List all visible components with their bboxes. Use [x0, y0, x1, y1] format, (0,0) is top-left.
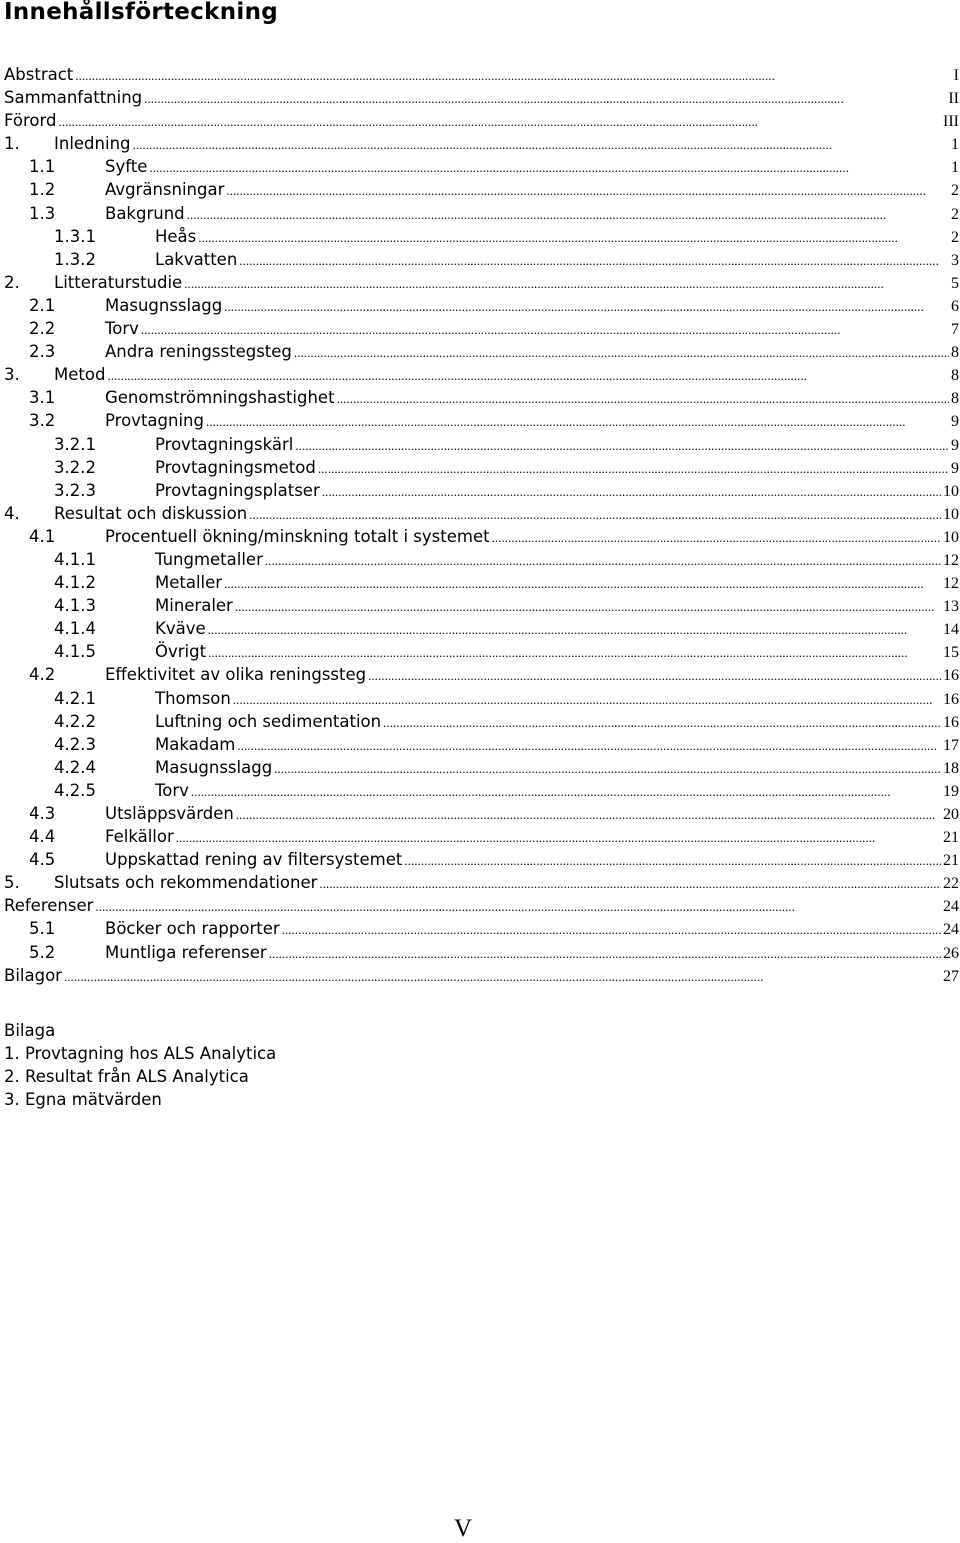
dot-leader: [239, 249, 949, 272]
toc-entry-label: Torv: [105, 319, 139, 339]
toc-entry[interactable]: [4, 894, 959, 917]
toc-entry-label: Heås: [155, 226, 197, 246]
dot-leader: [404, 849, 941, 872]
toc-entry[interactable]: [4, 479, 959, 502]
toc-entry-page: 5: [951, 274, 959, 292]
toc-entry-number: 3.: [4, 365, 20, 385]
toc-entry-page: 13: [943, 598, 959, 616]
toc-entry-page: 9: [951, 459, 959, 477]
toc-entry[interactable]: [4, 294, 959, 317]
toc-entry-page: 14: [943, 621, 959, 639]
dot-leader: [237, 734, 941, 757]
appendix-list: [4, 1019, 276, 1111]
toc-entry[interactable]: [4, 202, 959, 225]
toc-entry-number: 2.2: [29, 319, 56, 339]
toc-entry[interactable]: [4, 271, 959, 294]
dot-leader: [322, 480, 941, 503]
toc-entry-number: 4.5: [29, 850, 56, 870]
toc-entry-number: 4.2.3: [54, 734, 96, 754]
toc-entry-label: Procentuell ökning/minskning totalt i systemet: [105, 526, 490, 546]
dot-leader: [149, 156, 949, 179]
toc-entry-page: 24: [943, 921, 959, 939]
toc-entry[interactable]: [4, 386, 959, 409]
toc-entry[interactable]: [4, 733, 959, 756]
dot-leader: [208, 618, 941, 641]
toc-entry-number: 4.1.1: [54, 549, 96, 569]
toc-entry-number: 4.4: [29, 827, 56, 847]
toc-entry-page: 3: [951, 251, 959, 269]
dot-leader: [58, 110, 941, 133]
toc-entry-label: Syfte: [105, 157, 148, 177]
toc-entry-label: Referenser: [4, 896, 94, 916]
toc-entry-label: Bakgrund: [105, 203, 185, 223]
toc-entry-page: 8: [951, 390, 959, 408]
toc-entry-label: Luftning och sedimentation: [155, 711, 382, 731]
toc-entry-number: 4.2.2: [54, 711, 96, 731]
toc-entry-number: 4.1: [29, 526, 56, 546]
toc-entry-number: 2.1: [29, 295, 56, 315]
toc-entry[interactable]: [4, 225, 959, 248]
toc-entry[interactable]: [4, 340, 959, 363]
toc-entry[interactable]: [4, 155, 959, 178]
toc-entry[interactable]: [4, 502, 959, 525]
toc-entry-label: Utsläppsvärden: [105, 804, 234, 823]
toc-entry-label: Metod: [54, 365, 106, 385]
toc-entry-page: 1: [951, 159, 959, 177]
page-title: Innehållsförteckning: [4, 0, 279, 25]
dot-leader: [184, 272, 949, 295]
toc-entry-label: Muntliga referenser: [105, 942, 267, 962]
dot-leader: [198, 226, 949, 249]
toc-entry-page: 9: [951, 413, 959, 431]
toc-entry-page: 12: [943, 575, 959, 593]
toc-entry-label: Makadam: [155, 734, 236, 754]
toc-entry-number: 3.2.2: [54, 457, 96, 477]
toc-entry-label: Provtagningsplatser: [155, 480, 320, 500]
dot-leader: [144, 87, 946, 110]
dot-leader: [295, 434, 949, 457]
toc-entry-label: Abstract: [4, 65, 74, 84]
toc-entry-page: 21: [943, 852, 959, 870]
toc-entry-page: 16: [943, 667, 959, 685]
appendix-item: 1. Provtagning hos ALS Analytica: [4, 1044, 277, 1064]
toc-entry-page: 22: [943, 875, 959, 893]
toc-entry-number: 1.3.1: [54, 226, 96, 246]
toc-entry-page: 10: [943, 482, 959, 500]
toc-entry-page: 6: [951, 297, 959, 315]
toc-entry-number: 4.1.4: [54, 619, 96, 639]
toc-entry[interactable]: [4, 640, 959, 663]
toc-entry[interactable]: [4, 433, 959, 456]
toc-entry-number: 4.2.4: [54, 757, 96, 777]
toc-entry[interactable]: [4, 63, 959, 86]
toc-entry-number: 4.2: [29, 665, 56, 685]
toc-entry-label: Sammanfattning: [4, 88, 143, 108]
toc-entry-label: Uppskattad rening av filtersystemet: [105, 850, 403, 870]
dot-leader: [337, 387, 949, 410]
toc-entry-number: 4.1.5: [54, 642, 96, 662]
toc-entry-label: Felkällor: [105, 827, 174, 847]
toc-entry-label: Torv: [155, 780, 189, 800]
toc-entry-page: 21: [943, 829, 959, 847]
dot-leader: [224, 295, 949, 318]
toc-entry[interactable]: [4, 248, 959, 271]
toc-entry-number: 3.2: [29, 411, 56, 431]
toc-entry-page: I: [953, 67, 959, 84]
toc-entry-number: 1.2: [29, 180, 56, 200]
dot-leader: [208, 641, 941, 664]
toc-entry[interactable]: [4, 594, 959, 617]
toc-entry-page: 2: [951, 228, 959, 246]
toc-entry-page: 10: [943, 528, 959, 546]
toc-entry[interactable]: [4, 663, 959, 686]
toc-entry[interactable]: [4, 456, 959, 479]
toc-entry-label: Provtagning: [105, 411, 204, 431]
toc-entry-page: 19: [943, 782, 959, 800]
dot-leader: [368, 664, 941, 687]
toc-entry-page: 2: [951, 205, 959, 223]
toc-entry-page: 16: [943, 713, 959, 731]
toc-entry-label: Masugnsslagg: [155, 757, 273, 777]
toc-entry-number: 5.1: [29, 919, 56, 939]
toc-entry-label: Andra reningsstegsteg: [105, 342, 292, 362]
toc-entry[interactable]: [4, 871, 959, 894]
toc-entry[interactable]: [4, 363, 959, 386]
dot-leader: [319, 872, 941, 895]
toc-entry-page: 20: [943, 806, 959, 823]
toc-entry[interactable]: [4, 917, 959, 940]
toc-entry-label: Övrigt: [155, 642, 207, 662]
toc-entry-number: 5.2: [29, 942, 56, 962]
toc-entry[interactable]: [4, 617, 959, 640]
toc-entry-label: Kväve: [155, 619, 206, 639]
toc-entry-page: 12: [943, 551, 959, 569]
dot-leader: [64, 965, 941, 988]
toc-entry-number: 4.1.2: [54, 573, 96, 593]
toc-entry-page: 8: [951, 367, 959, 385]
dot-leader: [383, 711, 941, 734]
dot-leader: [176, 826, 941, 849]
toc-entry-label: Litteraturstudie: [54, 272, 183, 292]
dot-leader: [318, 457, 949, 480]
toc-entry[interactable]: [4, 941, 959, 964]
toc-entry-page: 17: [943, 736, 959, 754]
toc-entry-label: Bilagor: [4, 965, 62, 985]
toc-entry[interactable]: [4, 779, 959, 802]
toc-entry-page: 1: [951, 136, 959, 154]
toc-entry-page: 18: [943, 759, 959, 777]
toc-entry-page: 7: [951, 321, 959, 339]
toc-entry-label: Böcker och rapporter: [105, 919, 280, 939]
toc-entry-label: Inledning: [54, 134, 131, 154]
toc-entry-page: II: [948, 90, 959, 108]
toc-entry-label: Provtagningskärl: [155, 434, 294, 454]
toc-entry-label: Resultat och diskussion: [54, 503, 248, 523]
dot-leader: [226, 179, 949, 202]
dot-leader: [206, 410, 949, 433]
dot-leader: [265, 549, 941, 572]
toc-entry-label: Tungmetaller: [155, 549, 263, 569]
appendix-heading: Bilaga: [4, 1021, 56, 1040]
toc-entry-page: 16: [943, 690, 959, 708]
toc-entry-page: 10: [943, 505, 959, 523]
toc-entry-number: 4.3: [29, 804, 56, 823]
dot-leader: [233, 688, 941, 711]
toc-entry[interactable]: [4, 848, 959, 871]
toc-entry[interactable]: [4, 109, 959, 132]
toc-entry[interactable]: [4, 409, 959, 432]
toc-entry-label: Förord: [4, 111, 57, 131]
toc-entry-number: 4.2.1: [54, 688, 96, 708]
dot-leader: [235, 595, 941, 618]
toc-entry-page: III: [943, 113, 959, 131]
toc-entry[interactable]: [4, 825, 959, 848]
toc-entry[interactable]: [4, 548, 959, 571]
toc-entry-page: 2: [951, 182, 959, 200]
toc-entry-label: Lakvatten: [155, 249, 238, 269]
dot-leader: [141, 318, 949, 341]
toc-entry[interactable]: [4, 687, 959, 710]
toc-entry-number: 3.2.3: [54, 480, 96, 500]
toc-entry-number: 2.: [4, 272, 20, 292]
toc-entry-label: Thomson: [155, 688, 231, 708]
dot-leader: [224, 572, 941, 595]
toc-entry-label: Avgränsningar: [105, 180, 225, 200]
dot-leader: [274, 757, 941, 780]
dot-leader: [133, 133, 949, 156]
dot-leader: [187, 203, 949, 226]
toc-entry-number: 4.2.5: [54, 780, 96, 800]
toc-entry[interactable]: [4, 571, 959, 594]
toc-entry-label: Masugnsslagg: [105, 295, 223, 315]
toc-entry[interactable]: [4, 525, 959, 548]
dot-leader: [95, 895, 941, 918]
toc-entry-label: Metaller: [155, 573, 223, 593]
table-of-contents: [4, 63, 959, 987]
toc-entry-label: Slutsats och rekommendationer: [54, 873, 318, 893]
toc-entry-number: 3.2.1: [54, 434, 96, 454]
appendix-item: 2. Resultat från ALS Analytica: [4, 1067, 249, 1087]
dot-leader: [191, 780, 941, 803]
toc-entry[interactable]: [4, 710, 959, 733]
toc-entry-number: 4.1.3: [54, 596, 96, 616]
toc-entry[interactable]: [4, 964, 959, 987]
dot-leader: [107, 364, 949, 387]
toc-entry-page: 26: [943, 944, 959, 962]
toc-entry-number: 3.1: [29, 388, 56, 408]
toc-entry-number: 4.: [4, 503, 20, 523]
dot-leader: [75, 64, 951, 87]
toc-entry-page: 9: [951, 436, 959, 454]
toc-entry-label: Effektivitet av olika reningssteg: [105, 665, 367, 685]
dot-leader: [249, 503, 941, 526]
toc-entry[interactable]: [4, 132, 959, 155]
toc-entry-label: Provtagningsmetod: [155, 457, 316, 477]
toc-entry-number: 5.: [4, 873, 20, 893]
dot-leader: [492, 526, 941, 549]
page-number: V: [453, 1515, 473, 1542]
dot-leader: [269, 942, 941, 965]
toc-entry-page: 27: [943, 967, 959, 985]
toc-entry-label: Mineraler: [155, 596, 233, 616]
toc-entry-page: 8: [951, 344, 959, 362]
toc-entry-number: 1.3.2: [54, 249, 96, 269]
toc-entry[interactable]: [4, 86, 959, 109]
dot-leader: [294, 341, 949, 364]
toc-entry-number: 1.1: [29, 157, 56, 177]
appendix-item: 3. Egna mätvärden: [4, 1090, 162, 1110]
toc-entry-number: 1.: [4, 134, 20, 154]
dot-leader: [236, 803, 941, 826]
toc-entry-number: 2.3: [29, 342, 56, 362]
toc-entry[interactable]: [4, 178, 959, 201]
dot-leader: [282, 918, 941, 941]
toc-entry[interactable]: [4, 317, 959, 340]
toc-entry[interactable]: [4, 802, 959, 825]
toc-entry-page: 15: [943, 644, 959, 662]
toc-entry-page: 24: [943, 898, 959, 916]
toc-entry-number: 1.3: [29, 203, 56, 223]
toc-entry[interactable]: [4, 756, 959, 779]
toc-entry-label: Genomströmningshastighet: [105, 388, 335, 408]
